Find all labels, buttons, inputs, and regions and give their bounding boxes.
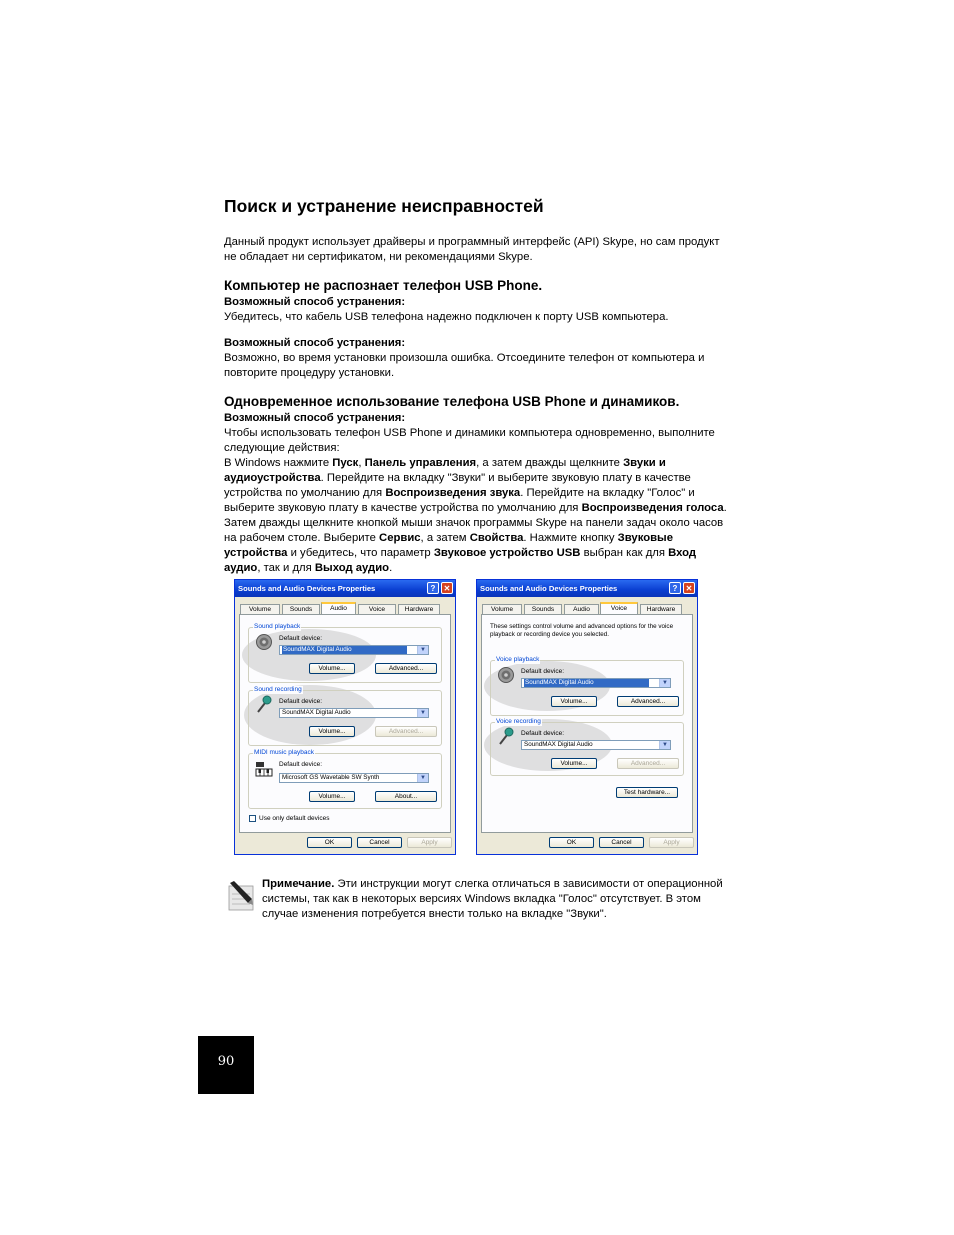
about-button[interactable]: About... [375,791,437,802]
tab-volume[interactable]: Volume [482,604,522,614]
dialog-title: Sounds and Audio Devices Properties [238,584,376,593]
note-label: Примечание. [262,878,335,890]
apply-button: Apply [407,837,452,848]
instructions-intro: Чтобы использовать телефон USB Phone и динамики компьютера одновременно, выполните следующие действия: [224,427,715,454]
voice-description: These settings control volume and advanced options for the voice playback or recording device you selected. [490,623,674,638]
group-title: MIDI music playback [254,749,314,756]
solution-text: Возможно, во время установки произошла ошибка. Отсоедините телефон от компьютера и повторите процедуру установки. [224,352,705,379]
default-device-label: Default device: [279,761,322,768]
advanced-button: Advanced... [617,758,679,769]
solution-text: Убедитесь, что кабель USB телефона надежно подключен к порту USB компьютера. [224,311,669,323]
close-button[interactable]: ✕ [441,582,453,594]
midi-keyboard-icon [255,760,273,778]
voice-recording-group [490,718,684,776]
group-title: Sound playback [254,623,301,630]
voice-properties-dialog [476,579,698,855]
volume-button[interactable]: Volume... [309,726,355,737]
chevron-down-icon: ▼ [417,646,428,654]
tab-voice[interactable]: Voice [358,604,396,614]
group-title: Sound recording [254,686,302,693]
default-device-label: Default device: [521,668,564,675]
advanced-button: Advanced... [375,726,437,737]
solution-label: Возможный способ устранения: [224,337,406,349]
default-devices-checkbox[interactable] [249,815,256,822]
chevron-down-icon: ▼ [417,709,428,717]
ok-button[interactable]: OK [549,837,594,848]
intro-text: Данный продукт использует драйверы и программный интерфейс (API) Skype, но сам продукт не обладает ни сертификатом, ни рекомендациями Skype. [224,236,720,263]
note-pencil-icon [226,880,256,912]
default-device-label: Default device: [279,635,322,642]
tab-voice[interactable]: Voice [600,602,638,614]
cancel-button[interactable]: Cancel [357,837,402,848]
tab-panel [239,614,451,833]
dialog-titlebar[interactable] [235,580,455,597]
tab-volume[interactable]: Volume [240,604,280,614]
default-device-label: Default device: [521,730,564,737]
midi-playback-group [248,749,442,809]
dialog-title: Sounds and Audio Devices Properties [480,584,618,593]
tab-sounds[interactable]: Sounds [282,604,320,614]
group-title: Voice playback [496,656,540,663]
speaker-icon [255,633,273,651]
recording-device-select[interactable]: SoundMAX Digital Audio ▼ [279,708,429,718]
group-title: Voice recording [496,718,541,725]
advanced-button[interactable]: Advanced... [617,696,679,707]
dialog-titlebar[interactable] [477,580,697,597]
close-button[interactable]: ✕ [683,582,695,594]
voice-playback-group [490,656,684,716]
instructions-text: В Windows нажмите Пуск, Панель управления, а затем дважды щелкните Звуки и аудиоустройства. Перейдите на вкладку "Звуки" и выберите звуковую плату в качестве устройства по умолчанию для Воспроизведения звука. Перейдите на вкладку "Голос" и выберите звуковую плату в качестве устройства по умолчанию для Воспроизведения голоса. Затем дважды щелкните кнопкой мыши значок программы Skype на панели задач около часов на рабочем столе. Выберите Сервис, а затем Свойства. Нажмите кнопку Звуковые устройства и убедитесь, что параметр Звуковое устройство USB выбран как для Вход аудио, так и для Выход аудио. [224,457,727,574]
chevron-down-icon: ▼ [417,774,428,782]
playback-device-select[interactable]: SoundMAX Digital Audio ▼ [279,645,429,655]
default-device-label: Default device: [279,698,322,705]
tab-sounds[interactable]: Sounds [524,604,562,614]
audio-properties-dialog [234,579,456,855]
volume-button[interactable]: Volume... [309,663,355,674]
tab-hardware[interactable]: Hardware [398,604,440,614]
sound-recording-group [248,686,442,746]
page-title: Поиск и устранение неисправностей [224,196,544,216]
tab-panel [481,614,693,833]
volume-button[interactable]: Volume... [551,758,597,769]
help-button[interactable]: ? [669,582,681,594]
test-hardware-button[interactable]: Test hardware... [616,787,678,798]
voice-recording-select[interactable]: SoundMAX Digital Audio ▼ [521,740,671,750]
microphone-icon [255,695,273,713]
tab-bar [480,602,694,614]
tab-bar [238,602,452,614]
help-button[interactable]: ? [427,582,439,594]
speaker-icon [497,666,515,684]
solution-label: Возможный способ устранения: [224,412,406,424]
volume-button[interactable]: Volume... [309,791,355,802]
volume-button[interactable]: Volume... [551,696,597,707]
cancel-button[interactable]: Cancel [599,837,644,848]
main-content [224,196,734,576]
checkbox-label: Use only default devices [259,815,330,822]
sound-playback-group [248,623,442,683]
section2-heading: Одновременное использование телефона USB Phone и динамиков. [224,394,680,409]
tab-audio[interactable]: Audio [564,604,599,614]
page-number: 90 [198,1036,254,1094]
midi-device-select[interactable]: Microsoft GS Wavetable SW Synth ▼ [279,773,429,783]
tab-hardware[interactable]: Hardware [640,604,682,614]
advanced-button[interactable]: Advanced... [375,663,437,674]
microphone-icon [497,727,515,745]
ok-button[interactable]: OK [307,837,352,848]
section1-heading: Компьютер не распознает телефон USB Phone. [224,278,543,293]
apply-button: Apply [649,837,694,848]
voice-playback-select[interactable]: SoundMAX Digital Audio ▼ [521,678,671,688]
tab-audio[interactable]: Audio [321,602,356,614]
chevron-down-icon: ▼ [659,679,670,687]
chevron-down-icon: ▼ [659,741,670,749]
note-text: Примечание. Эти инструкции могут слегка отличаться в зависимости от операционной системы, так как в некоторых версиях Windows вкладка "Голос" отсутствует. В этом случае изменения потребуется внести только на вкладке "Звуки". [262,878,723,920]
solution-label: Возможный способ устранения: [224,296,406,308]
